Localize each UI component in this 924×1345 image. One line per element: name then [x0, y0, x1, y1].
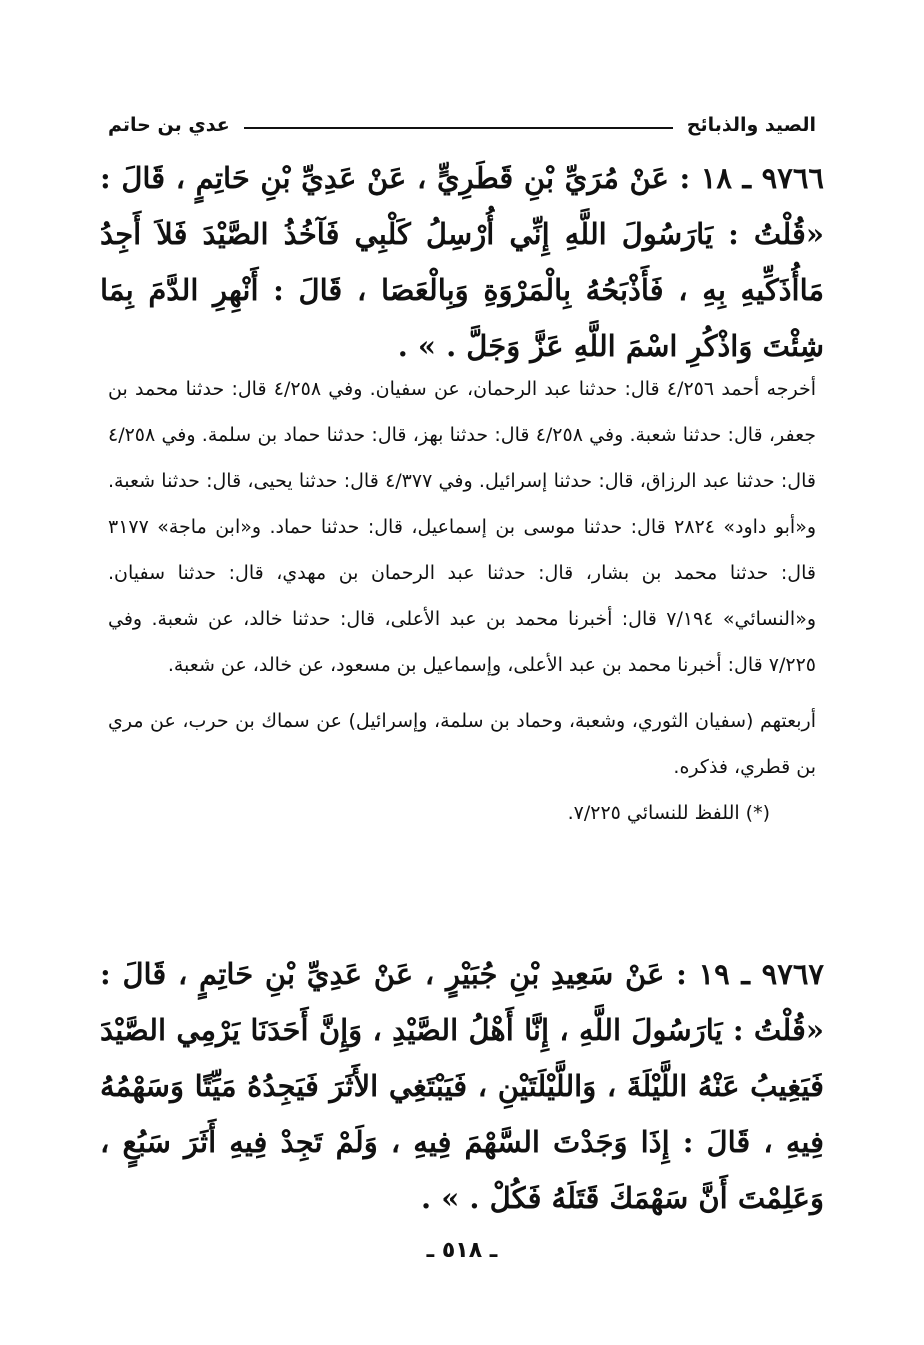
hadith-9766 — [100, 150, 824, 374]
wording-note: (*) اللفظ للنسائي ٧/٢٢٥. — [567, 802, 770, 824]
hadith-text: ٩٧٦٧ ـ ١٩ : عَنْ سَعِيدِ بْنِ جُبَيْرٍ ، عَنْ عَدِيِّ بْنِ حَاتِمٍ ، قَالَ : «قُلْتُ : يَارَسُولَ اللَّهِ ، إِنَّا أَهْلُ الصَّيْدِ ، وَإِنَّ أَحَدَنَا يَرْمِي الصَّيْدَ فَيَغِيبُ عَنْهُ اللَّيْلَةَ ، وَاللَّيْلَتَيْنِ ، فَيَبْتَغِي الأَثَرَ فَيَجِدُهُ مَيِّتًا وَسَهْمُهُ فِيهِ ، قَالَ : إِذَا وَجَدْتَ السَّهْمَ فِيهِ ، وَلَمْ تَجِدْ فِيهِ أَثَرَ سَبُعٍ ، وَعَلِمْتَ أَنَّ سَهْمَكَ قَتَلَهُ فَكُلْ . » . — [100, 957, 824, 1215]
commentary-9766 — [108, 366, 816, 836]
running-header — [108, 108, 816, 142]
page-number: ـ ٥١٨ ـ — [426, 1238, 498, 1263]
chapter-title: الصيد والذبائح — [686, 114, 816, 136]
header-rule — [244, 127, 673, 129]
summary-paragraph: أربعتهم (سفيان الثوري، وشعبة، وحماد بن سلمة، وإسرائيل) عن سماك بن حرب، عن مري بن قطري، فذكره. — [108, 710, 816, 778]
section-title: عدي بن حاتم — [108, 114, 230, 136]
hadith-9767 — [100, 946, 824, 1226]
takhrij-paragraph: أخرجه أحمد ٤/٢٥٦ قال: حدثنا عبد الرحمان، عن سفيان. وفي ٤/٢٥٨ قال: حدثنا محمد بن جعفر، قال: حدثنا شعبة. وفي ٤/٢٥٨ قال: حدثنا بهز، قال: حدثنا حماد بن سلمة. وفي ٤/٢٥٨ قال: حدثنا عبد الرزاق، قال: حدثنا إسرائيل. وفي ٤/٣٧٧ قال: حدثنا يحيى، قال: حدثنا شعبة. و«أبو داود» ٢٨٢٤ قال: حدثنا موسى بن إسماعيل، قال: حدثنا حماد. و«ابن ماجة» ٣١٧٧ قال: حدثنا محمد بن بشار، قال: حدثنا عبد الرحمان بن مهدي، قال: حدثنا سفيان. و«النسائي» ٧/١٩٤ قال: أخبرنا محمد بن عبد الأعلى، قال: حدثنا خالد، عن شعبة. وفي ٧/٢٢٥ قال: أخبرنا محمد بن عبد الأعلى، وإسماعيل بن مسعود، عن خالد، عن شعبة. — [108, 378, 817, 676]
hadith-text: ٩٧٦٦ ـ ١٨ : عَنْ مُرَيِّ بْنِ قَطَرِيٍّ ، عَنْ عَدِيِّ بْنِ حَاتِمٍ ، قَالَ : «قُلْتُ : يَارَسُولَ اللَّهِ إِنِّي أُرْسِلُ كَلْبِي فَآخُذُ الصَّيْدَ فَلاَ أَجِدُ مَاأُذَكِّيهِ بِهِ ، فَأَذْبَحُهُ بِالْمَرْوَةِ وَبِالْعَصَا ، قَالَ : أَنْهِرِ الدَّمَ بِمَا شِئْتَ وَاذْكُرِ اسْمَ اللَّهِ عَزَّ وَجَلَّ . » . — [100, 161, 824, 363]
